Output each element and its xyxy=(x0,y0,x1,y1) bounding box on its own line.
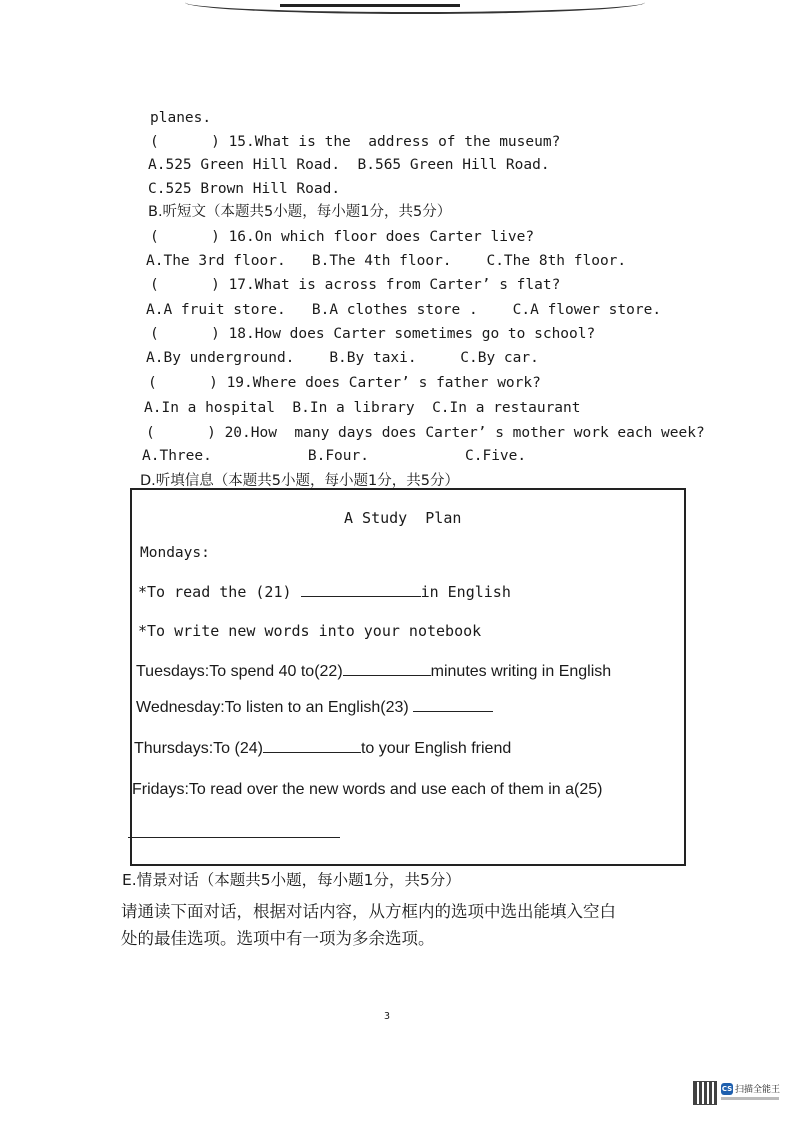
question-20-options: A.Three. B.Four. C.Five. xyxy=(142,448,527,464)
page-number: 3 xyxy=(384,1011,391,1022)
watermark-subtitle-bar xyxy=(721,1097,779,1100)
question-16-options: A.The 3rd floor. B.The 4th floor. C.The 8th floor. xyxy=(146,253,627,269)
plan-item-24-suffix: to your English friend xyxy=(360,740,512,757)
camscanner-name: 扫描全能王 xyxy=(735,1085,781,1095)
section-d-heading: D.听填信息（本题共5小题，每小题1分，共5分） xyxy=(140,473,459,489)
question-17-options: A.A fruit store. B.A clothes store . C.A flower store. xyxy=(146,302,662,318)
plan-item-22-prefix: Tuesdays:To spend 40 to(22) xyxy=(136,663,343,680)
plan-item-22 xyxy=(136,663,611,681)
question-15-option-c: C.525 Brown Hill Road. xyxy=(148,181,341,197)
question-17: ( ) 17.What is across from Carter’ s flat? xyxy=(150,277,561,293)
plan-item-21-prefix: *To read the (21) xyxy=(138,583,292,601)
section-e-instruction-1: 请通读下面对话，根据对话内容，从方框内的选项中选出能填入空白 xyxy=(121,902,616,921)
question-18-options: A.By underground. B.By taxi. C.By car. xyxy=(146,350,539,366)
question-19-options: A.In a hospital B.In a library C.In a restaurant xyxy=(144,400,581,416)
scanner-watermark xyxy=(693,1081,781,1107)
section-e-instruction-2: 处的最佳选项。选项中有一项为多余选项。 xyxy=(121,929,435,948)
plan-mondays: Mondays: xyxy=(140,545,210,561)
camscanner-logo-icon: CS xyxy=(721,1085,733,1093)
plan-item-23 xyxy=(136,699,493,717)
plan-item-25: Fridays:To read over the new words and use each of them in a(25) xyxy=(132,781,603,798)
question-15-options-ab: A.525 Green Hill Road. B.565 Green Hill Road. xyxy=(148,157,550,173)
scan-top-edge-dark xyxy=(280,0,460,7)
plan-write-words: *To write new words into your notebook xyxy=(138,622,482,640)
section-b-heading: B.听短文（本题共5小题，每小题1分，共5分） xyxy=(148,204,452,220)
text-planes: planes. xyxy=(150,110,212,126)
study-plan-box xyxy=(130,488,686,866)
answer-blank-21[interactable] xyxy=(301,584,421,597)
plan-item-24-prefix: Thursdays:To (24) xyxy=(134,740,263,757)
qr-code-icon xyxy=(693,1081,717,1105)
question-15: ( ) 15.What is the address of the museum? xyxy=(150,134,561,150)
question-18: ( ) 18.How does Carter sometimes go to school? xyxy=(150,326,596,342)
question-19: ( ) 19.Where does Carter’ s father work? xyxy=(148,375,541,391)
answer-blank-24[interactable] xyxy=(263,740,361,753)
question-20: ( ) 20.How many days does Carter’ s mother work each week? xyxy=(146,425,705,441)
plan-item-22-suffix: minutes writing in English xyxy=(430,663,612,680)
study-plan-title: A Study Plan xyxy=(344,509,462,527)
question-16: ( ) 16.On which floor does Carter live? xyxy=(150,229,535,245)
plan-item-23-prefix: Wednesday:To listen to an English(23) xyxy=(136,699,409,716)
answer-blank-25[interactable] xyxy=(128,825,340,838)
answer-blank-22[interactable] xyxy=(343,663,431,676)
answer-blank-23[interactable] xyxy=(413,699,493,712)
section-e-heading: E.情景对话（本题共5小题，每小题1分，共5分） xyxy=(122,871,461,889)
plan-item-21-suffix: in English xyxy=(420,583,511,601)
plan-item-21 xyxy=(138,583,511,601)
plan-item-24 xyxy=(134,740,511,758)
